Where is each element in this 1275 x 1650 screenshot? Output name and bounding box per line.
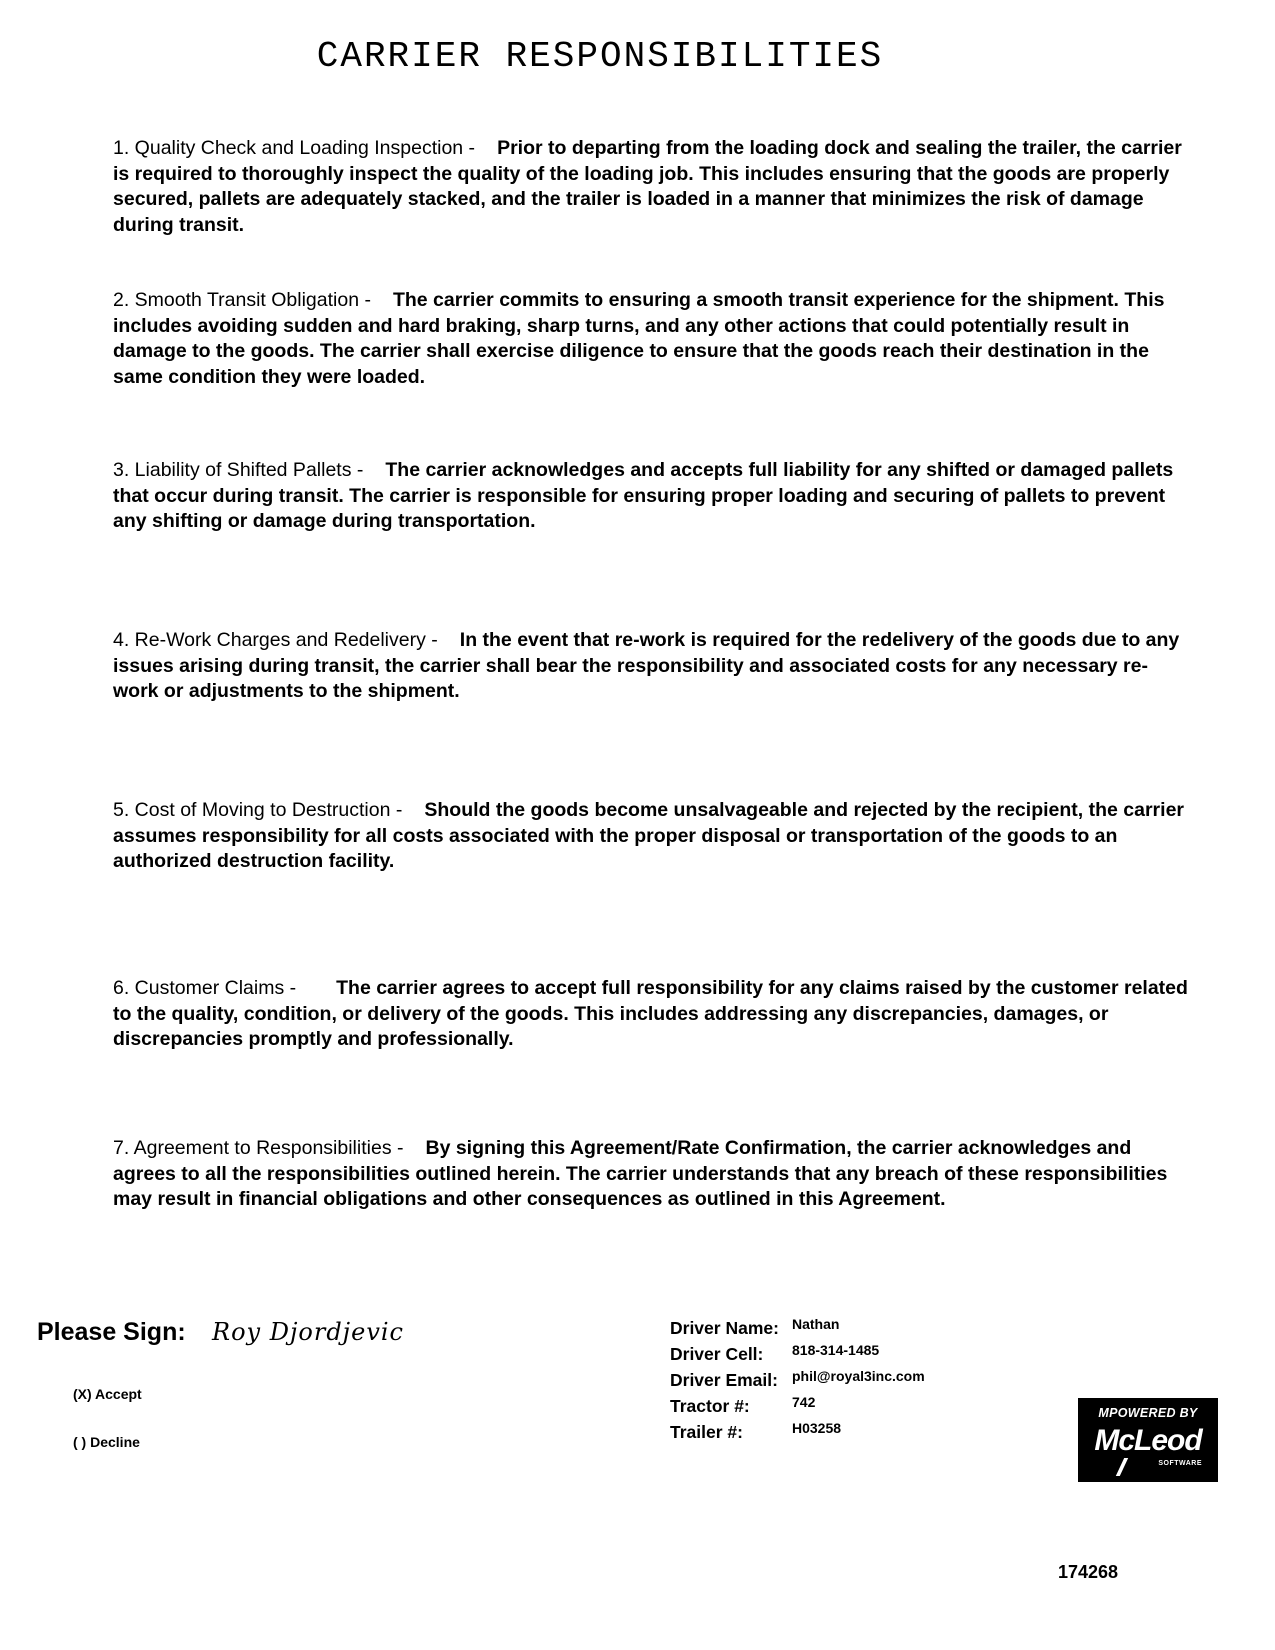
driver-email-value: phil@royal3inc.com bbox=[792, 1368, 925, 1384]
section-heading: 6. Customer Claims - bbox=[113, 977, 297, 999]
section-heading: 7. Agreement to Responsibilities - bbox=[113, 1137, 404, 1159]
tractor-row bbox=[670, 1396, 1070, 1422]
section-quality-check bbox=[113, 136, 1193, 238]
driver-name-row bbox=[670, 1318, 1070, 1344]
section-body: Should the goods become unsalvageable and rejected by the recipient, the carrier assumes responsibility for all costs associated with the proper disposal or transportation of the goods to an authorized destruction facility. bbox=[113, 799, 1184, 872]
trailer-value: H03258 bbox=[792, 1420, 842, 1436]
section-shifted-pallets bbox=[113, 458, 1193, 535]
section-body: The carrier acknowledges and accepts full liability for any shifted or damaged pallets that occur during transit. The carrier is responsible for ensuring proper loading and securing of pallets to prevent any shifting or damage during transportation. bbox=[113, 459, 1174, 532]
section-body: The carrier commits to ensuring a smooth transit experience for the shipment. This includes avoiding sudden and hard braking, sharp turns, and any other actions that could potentially result in damage to the goods. The carrier shall exercise diligence to ensure that the goods reach their destination in the same condition they were loaded. bbox=[113, 289, 1165, 388]
accept-option: (X) Accept bbox=[73, 1386, 142, 1402]
section-customer-claims bbox=[113, 976, 1193, 1053]
section-rework-charges bbox=[113, 628, 1193, 705]
driver-cell-label: Driver Cell: bbox=[670, 1344, 764, 1364]
mcleod-logo bbox=[1078, 1398, 1218, 1482]
section-body: In the event that re-work is required for the redelivery of the goods due to any issues arising during transit, the carrier shall bear the responsibility and associated costs for any necessary re-work or adjustments to the shipment. bbox=[113, 629, 1180, 702]
section-body: By signing this Agreement/Rate Confirmation, the carrier acknowledges and agrees to all the responsibilities outlined herein. The carrier understands that any breach of these responsibilities may result in financial obligations and other consequences as outlined in this Agreement. bbox=[113, 1137, 1168, 1210]
decline-option: ( ) Decline bbox=[73, 1434, 140, 1450]
section-body: The carrier agrees to accept full responsibility for any claims raised by the customer related to the quality, condition, or delivery of the goods. This includes addressing any discrepancies, damages, or discrepancies promptly and professionally. bbox=[113, 977, 1188, 1050]
trailer-label: Trailer #: bbox=[670, 1422, 743, 1442]
document-number: 174268 bbox=[1058, 1562, 1119, 1582]
driver-email-label: Driver Email: bbox=[670, 1370, 778, 1390]
signature: Roy Djordjevic bbox=[212, 1318, 404, 1346]
driver-email-row bbox=[670, 1370, 1070, 1396]
section-cost-destruction bbox=[113, 798, 1193, 875]
logo-brand-text: McLeod bbox=[1094, 1424, 1202, 1457]
section-smooth-transit bbox=[113, 288, 1193, 390]
section-agreement bbox=[113, 1136, 1193, 1213]
driver-name-value: Nathan bbox=[792, 1316, 840, 1332]
section-heading: 2. Smooth Transit Obligation - bbox=[113, 289, 371, 311]
section-heading: 3. Liability of Shifted Pallets - bbox=[113, 459, 364, 481]
driver-name-label: Driver Name: bbox=[670, 1318, 779, 1338]
page-title: CARRIER RESPONSIBILITIES bbox=[316, 36, 884, 77]
section-heading: 5. Cost of Moving to Destruction - bbox=[113, 799, 403, 821]
sign-label: Please Sign: bbox=[37, 1318, 186, 1346]
driver-cell-value: 818-314-1485 bbox=[792, 1342, 880, 1358]
logo-powered-text: MPOWERED BY bbox=[1098, 1406, 1198, 1420]
trailer-row bbox=[670, 1422, 1070, 1448]
logo-software-text: SOFTWARE bbox=[1158, 1460, 1202, 1467]
logo-slash-icon bbox=[1116, 1458, 1128, 1476]
tractor-value: 742 bbox=[792, 1394, 816, 1410]
section-body: Prior to departing from the loading dock and sealing the trailer, the carrier is required to thoroughly inspect the quality of the loading job. This includes ensuring that the goods are properly secured, pallets are adequately stacked, and the trailer is loaded in a manner that minimizes the risk of damage during transit. bbox=[113, 137, 1182, 236]
tractor-label: Tractor #: bbox=[670, 1396, 750, 1416]
section-heading: 4. Re-Work Charges and Redelivery - bbox=[113, 629, 438, 651]
driver-cell-row bbox=[670, 1344, 1070, 1370]
section-heading: 1. Quality Check and Loading Inspection - bbox=[113, 137, 476, 159]
